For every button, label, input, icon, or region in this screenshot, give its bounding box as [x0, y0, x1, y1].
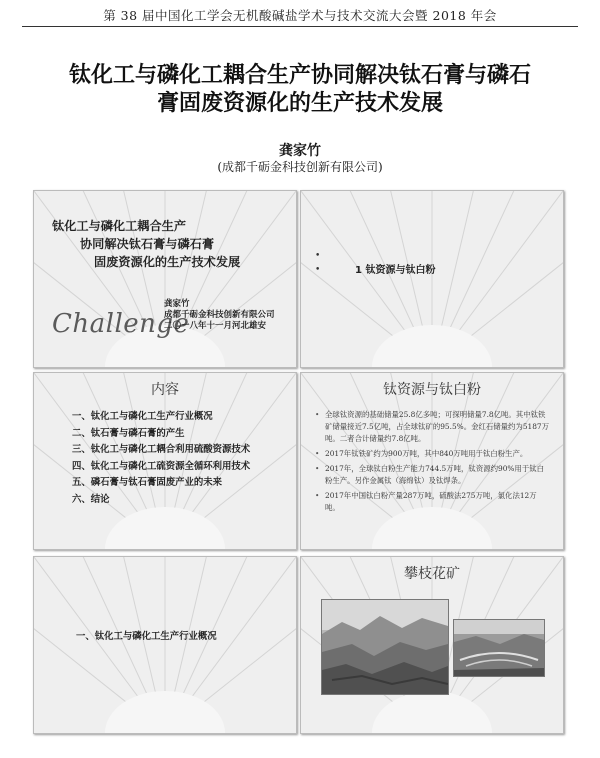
slide2-bullets — [315, 249, 320, 277]
title-line-1: 钛化工与磷化工耦合生产协同解决钛石膏与磷石 — [68, 63, 531, 88]
slide-title-page — [33, 190, 297, 368]
slide1-title — [52, 217, 292, 271]
slide1-info — [164, 299, 275, 332]
contents-item: 六、结论 — [72, 493, 110, 505]
author-name: 龚家竹 — [279, 143, 321, 159]
fact-item: • 2017年中国钛白粉产量287万吨，硫酸法275万吨，氯化法12万吨。 — [315, 490, 551, 514]
slide1-author: 龚家竹 — [164, 299, 190, 309]
header-rule — [22, 26, 578, 27]
slide1-company: 成都千砺金科技创新有限公司 — [164, 310, 275, 320]
bullet-dot: • — [315, 251, 321, 261]
contents-list — [72, 409, 250, 508]
slide-contents — [33, 372, 297, 550]
fact-item: • 全球钛资源的基础储量25.8亿多吨；可探明储量7.8亿吨。其中钛铁矿储量接近7.5亿吨，占全球钛矿的95.5%。金红石储量约为5187万吨。二者合计储量约7.8亿吨。 — [315, 409, 551, 445]
journal-header: 第 38 届中国化工学会无机酸碱盐学术与技术交流大会暨 2018 年会 — [103, 8, 497, 23]
paper-title — [20, 62, 580, 118]
fact-item: • 2017年钛铁矿约为900万吨，其中840万吨用于钛白粉生产。 — [315, 448, 551, 460]
challenge-watermark: Challenge — [52, 309, 190, 339]
contents-item: 五、磷石膏与钛石膏固废产业的未来 — [72, 477, 223, 488]
contents-item: 二、钛石膏与磷石膏的产生 — [72, 427, 185, 439]
bullet-dot: • — [315, 265, 321, 275]
slide1-title-line: 协同解决钛石膏与磷石膏 — [80, 237, 215, 251]
mine-pit-photo — [453, 619, 545, 677]
slide-titanium-resources — [300, 372, 564, 550]
slide1-date: 二〇一八年十一月河北雄安 — [164, 321, 267, 331]
contents-item: 一、钛化工与磷化工生产行业概况 — [72, 411, 213, 422]
contents-item: 四、钛化工与磷化工硫资源全循环利用技术 — [72, 460, 251, 472]
slide1-title-line: 钛化工与磷化工耦合生产 — [52, 219, 187, 233]
author-affiliation: (成都千砺金科技创新有限公司) — [217, 160, 383, 174]
mine-pit-image — [454, 620, 544, 676]
slide-section-industry — [33, 556, 297, 734]
contents-item: 三、钛化工与磷化工耦合利用硫酸资源技术 — [72, 444, 251, 455]
slide1-title-line: 固废资源化的生产技术发展 — [94, 255, 241, 269]
slide3-title: 内容 — [151, 382, 179, 398]
fan-background — [34, 557, 296, 733]
slide6-title: 攀枝花矿 — [404, 566, 460, 582]
fact-item: • 2017年，全球钛白粉生产能力744.5万吨，钛资源约90%用于钛白粉生产。另作金属钛（海绵钛）及钛焊条。 — [315, 463, 551, 487]
titanium-facts-list — [315, 409, 551, 517]
mine-landscape-image — [322, 600, 448, 694]
title-line-2: 膏固废资源化的生产技术发展 — [156, 91, 443, 116]
slide5-heading: 一、钛化工与磷化工生产行业概况 — [76, 631, 217, 642]
fan-background — [301, 191, 563, 367]
slide2-heading: 1 钛资源与钛白粉 — [355, 265, 436, 276]
slide4-title: 钛资源与钛白粉 — [383, 382, 481, 398]
slide-panzhihua-mine — [300, 556, 564, 734]
slide-section-titanium — [300, 190, 564, 368]
mine-landscape-photo — [321, 599, 449, 695]
